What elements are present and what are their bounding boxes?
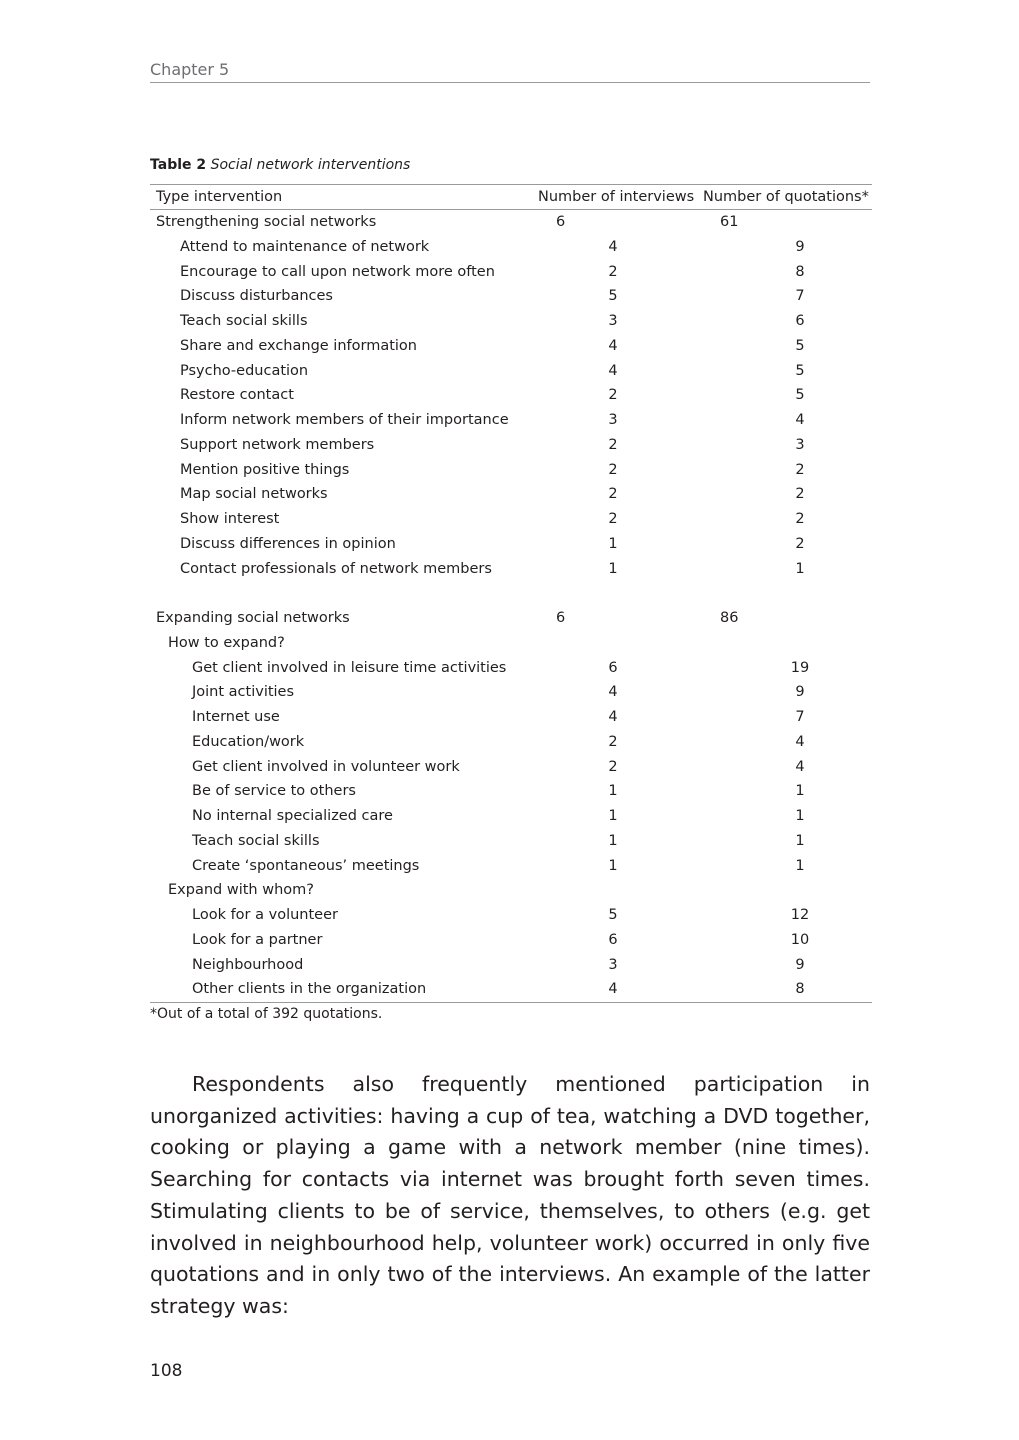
quotations-count: 4	[795, 733, 805, 750]
quotations-count: 2	[795, 461, 805, 478]
table-row	[150, 507, 872, 532]
interviews-count: 4	[608, 238, 618, 255]
row-label: How to expand?	[168, 634, 285, 651]
table-row	[150, 656, 872, 681]
row-label: Look for a partner	[192, 931, 323, 948]
table-row	[150, 408, 872, 433]
interviews-count: 6	[556, 214, 566, 230]
row-label: Share and exchange information	[180, 337, 417, 354]
row-label: Attend to maintenance of network	[180, 238, 430, 255]
interviews-count: 6	[608, 659, 618, 676]
interviews-count: 4	[608, 709, 618, 725]
interviews-count: 1	[608, 857, 618, 874]
interviews-count: 1	[608, 560, 618, 577]
quotations-count: 12	[790, 907, 810, 923]
quotations-count: 4	[795, 412, 805, 428]
quotations-count: 5	[795, 387, 805, 404]
row-label: Discuss differences in opinion	[180, 535, 396, 552]
row-label: Show interest	[180, 511, 280, 527]
interviews-count: 2	[608, 733, 618, 750]
row-label: Other clients in the organization	[192, 981, 427, 998]
row-label: Neighbourhood	[192, 956, 304, 973]
table-row	[150, 705, 872, 730]
table-row	[150, 804, 872, 829]
table-row	[150, 532, 872, 557]
row-label: Teach social skills	[180, 313, 308, 329]
quotations-count: 1	[795, 857, 805, 874]
row-label: Expanding social networks	[156, 610, 350, 626]
interviews-count: 2	[608, 511, 618, 527]
interviews-count: 1	[608, 783, 618, 800]
row-label: Strengthening social networks	[156, 214, 377, 230]
quotations-count: 9	[795, 238, 805, 255]
quotations-count: 9	[795, 684, 805, 701]
table-row	[150, 334, 872, 359]
interviews-count: 6	[556, 610, 566, 626]
row-label: Inform network members of their importance	[180, 412, 509, 428]
table-row	[150, 433, 872, 458]
quotations-count: 2	[795, 535, 805, 552]
row-label: Encourage to call upon network more often	[180, 263, 495, 280]
quotations-count: 2	[795, 486, 805, 503]
row-label: Joint activities	[192, 684, 295, 701]
table-row	[150, 829, 872, 854]
table-footnote: *Out of a total of 392 quotations.	[150, 1006, 383, 1022]
interviews-count: 5	[608, 288, 618, 305]
table-row	[150, 359, 872, 384]
interviews-count: 4	[608, 362, 618, 379]
row-label: Contact professionals of network members	[180, 560, 492, 577]
interviews-count: 4	[608, 684, 618, 701]
row-label: Get client involved in leisure time activities	[192, 659, 507, 676]
row-label: Get client involved in volunteer work	[192, 758, 460, 775]
col-header-interviews: Number of interviews	[538, 189, 695, 205]
interviews-count: 1	[608, 535, 618, 552]
interviews-count: 5	[608, 907, 618, 923]
table-label: Table 2	[150, 157, 207, 173]
running-header: Chapter 5	[150, 60, 230, 79]
table-row	[150, 730, 872, 755]
row-label: Restore contact	[180, 387, 294, 404]
quotations-count: 5	[795, 362, 805, 379]
table-subgroup-row	[150, 878, 872, 903]
row-label: No internal specialized care	[192, 808, 393, 824]
table-group-row	[150, 606, 872, 631]
row-label: Be of service to others	[192, 783, 356, 800]
row-label: Mention positive things	[180, 461, 350, 478]
interventions-table	[150, 184, 872, 1003]
row-label: Psycho-education	[180, 362, 309, 379]
body-paragraph: Respondents also frequently mentioned participation in unorganized activities: having a cup of tea, watching a DVD together, cooking or playing a game with a network member (nine times). Searching for contacts via internet was brought forth seven times. Stimulating clients to be of service, themselves, to others (e.g. get involved in neighbourhood help, volunteer work) occurred in only five quotations and in only two of the interviews. An example of the latter strategy was:	[150, 1072, 870, 1318]
table-row	[150, 903, 872, 928]
quotations-count: 9	[795, 956, 805, 973]
table-row	[150, 482, 872, 507]
interviews-count: 3	[608, 956, 618, 973]
table-row	[150, 779, 872, 804]
quotations-count: 61	[720, 214, 739, 230]
row-label: Expand with whom?	[168, 882, 314, 899]
table-group-row	[150, 210, 872, 235]
interviews-count: 4	[608, 337, 618, 354]
row-label: Map social networks	[180, 486, 328, 503]
table-header-row	[150, 185, 872, 210]
quotations-count: 1	[795, 832, 805, 849]
col-header-quotations: Number of quotations*	[703, 189, 869, 205]
quotations-count: 1	[795, 783, 805, 800]
interviews-count: 3	[608, 313, 618, 329]
quotations-count: 7	[795, 288, 805, 305]
interviews-count: 2	[608, 436, 618, 453]
table-row	[150, 680, 872, 705]
table-row	[150, 383, 872, 408]
interviews-count: 3	[608, 412, 618, 428]
page-number: 108	[150, 1361, 183, 1381]
quotations-count: 19	[790, 659, 810, 676]
quotations-count: 86	[720, 610, 739, 626]
quotations-count: 8	[795, 263, 805, 280]
interviews-count: 6	[608, 931, 618, 948]
table-row	[150, 458, 872, 483]
quotations-count: 1	[795, 560, 805, 577]
row-label: Internet use	[192, 709, 280, 725]
table-row	[150, 928, 872, 953]
quotations-count: 6	[795, 313, 805, 329]
table-spacer-row	[150, 581, 872, 606]
table-row	[150, 260, 872, 285]
quotations-count: 7	[795, 709, 805, 725]
row-label: Teach social skills	[192, 832, 320, 849]
table-row	[150, 953, 872, 978]
table-title: Social network interventions	[210, 157, 411, 173]
table-row	[150, 284, 872, 309]
row-label: Education/work	[192, 733, 305, 750]
row-label: Discuss disturbances	[180, 288, 333, 305]
row-label: Support network members	[180, 436, 375, 453]
table-row	[150, 557, 872, 582]
quotations-count: 3	[795, 436, 805, 453]
table-caption	[150, 157, 410, 173]
quotations-count: 1	[795, 808, 805, 824]
interviews-count: 2	[608, 387, 618, 404]
table-subgroup-row	[150, 631, 872, 656]
interviews-count: 2	[608, 486, 618, 503]
interviews-count: 1	[608, 832, 618, 849]
quotations-count: 5	[795, 337, 805, 354]
interviews-count: 2	[608, 758, 618, 775]
col-header-type: Type intervention	[156, 189, 283, 205]
table-row	[150, 977, 872, 1002]
table-row	[150, 235, 872, 260]
quotations-count: 10	[790, 931, 810, 948]
row-label: Look for a volunteer	[192, 907, 338, 923]
row-label: Create ‘spontaneous’ meetings	[192, 857, 420, 874]
interviews-count: 4	[608, 981, 618, 998]
interviews-count: 2	[608, 461, 618, 478]
interviews-count: 2	[608, 263, 618, 280]
quotations-count: 4	[795, 758, 805, 775]
interviews-count: 1	[608, 808, 618, 824]
table-row	[150, 755, 872, 780]
header-rule	[150, 82, 870, 83]
quotations-count: 8	[795, 981, 805, 998]
table-row	[150, 854, 872, 879]
quotations-count: 2	[795, 511, 805, 527]
table-row	[150, 309, 872, 334]
